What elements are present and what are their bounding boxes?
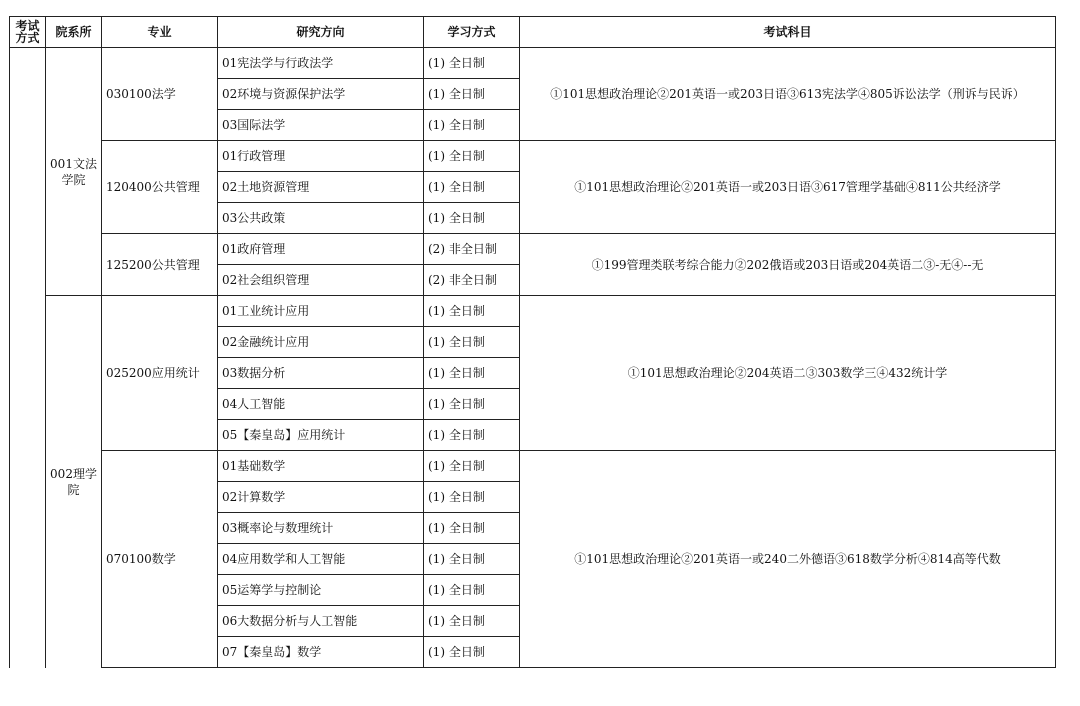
- mode-cell: (1) 全日制: [424, 420, 520, 451]
- header-row: [10, 17, 1056, 48]
- mode-cell: (1) 全日制: [424, 544, 520, 575]
- mode-cell: (2) 非全日制: [424, 265, 520, 296]
- direction-cell: 02金融统计应用: [218, 327, 424, 358]
- direction-cell: 05【秦皇岛】应用统计: [218, 420, 424, 451]
- major-cell: 070100数学: [102, 451, 218, 668]
- mode-cell: (1) 全日制: [424, 637, 520, 668]
- direction-cell: 02环境与资源保护法学: [218, 79, 424, 110]
- subjects-cell: ①199管理类联考综合能力②202俄语或203日语或204英语二③-无④--无: [520, 234, 1056, 296]
- table-row: [10, 234, 1056, 265]
- mode-cell: (1) 全日制: [424, 48, 520, 79]
- mode-cell: (1) 全日制: [424, 141, 520, 172]
- direction-cell: 03数据分析: [218, 358, 424, 389]
- direction-cell: 01宪法学与行政法学: [218, 48, 424, 79]
- major-cell: 125200公共管理: [102, 234, 218, 296]
- direction-cell: 02土地资源管理: [218, 172, 424, 203]
- mode-cell: (1) 全日制: [424, 358, 520, 389]
- major-cell: 120400公共管理: [102, 141, 218, 234]
- table-row: [10, 141, 1056, 172]
- direction-cell: 02社会组织管理: [218, 265, 424, 296]
- mode-cell: (1) 全日制: [424, 110, 520, 141]
- mode-cell: (1) 全日制: [424, 172, 520, 203]
- direction-cell: 07【秦皇岛】数学: [218, 637, 424, 668]
- department-cell: 001文法学院: [46, 48, 102, 296]
- subjects-cell: ①101思想政治理论②201英语一或203日语③613宪法学④805诉讼法学（刑诉与民诉）: [520, 48, 1056, 141]
- direction-cell: 06大数据分析与人工智能: [218, 606, 424, 637]
- subjects-cell: ①101思想政治理论②201英语一或240二外德语③618数学分析④814高等代数: [520, 451, 1056, 668]
- table-row: [10, 296, 1056, 327]
- direction-cell: 01基础数学: [218, 451, 424, 482]
- mode-cell: (1) 全日制: [424, 606, 520, 637]
- mode-cell: (1) 全日制: [424, 451, 520, 482]
- mode-cell: (1) 全日制: [424, 482, 520, 513]
- mode-cell: (1) 全日制: [424, 575, 520, 606]
- major-cell: 030100法学: [102, 48, 218, 141]
- direction-cell: 03概率论与数理统计: [218, 513, 424, 544]
- direction-cell: 03国际法学: [218, 110, 424, 141]
- table-row: [10, 451, 1056, 482]
- mode-cell: (1) 全日制: [424, 79, 520, 110]
- department-cell: 002理学院: [46, 296, 102, 668]
- table-row: [10, 48, 1056, 79]
- header-major: 专业: [102, 17, 218, 48]
- direction-cell: 01工业统计应用: [218, 296, 424, 327]
- direction-cell: 01政府管理: [218, 234, 424, 265]
- header-department: 院系所: [46, 17, 102, 48]
- mode-cell: (1) 全日制: [424, 389, 520, 420]
- direction-cell: 01行政管理: [218, 141, 424, 172]
- direction-cell: 04人工智能: [218, 389, 424, 420]
- header-subjects: 考试科目: [520, 17, 1056, 48]
- direction-cell: 04应用数学和人工智能: [218, 544, 424, 575]
- header-study-mode: 学习方式: [424, 17, 520, 48]
- mode-cell: (2) 非全日制: [424, 234, 520, 265]
- mode-cell: (1) 全日制: [424, 513, 520, 544]
- header-exam-method: 考试方式: [10, 17, 46, 48]
- admissions-table: [9, 16, 1056, 668]
- mode-cell: (1) 全日制: [424, 327, 520, 358]
- direction-cell: 05运筹学与控制论: [218, 575, 424, 606]
- header-direction: 研究方向: [218, 17, 424, 48]
- exam-method-cell: [10, 48, 46, 668]
- direction-cell: 03公共政策: [218, 203, 424, 234]
- subjects-cell: ①101思想政治理论②204英语二③303数学三④432统计学: [520, 296, 1056, 451]
- mode-cell: (1) 全日制: [424, 296, 520, 327]
- major-cell: 025200应用统计: [102, 296, 218, 451]
- subjects-cell: ①101思想政治理论②201英语一或203日语③617管理学基础④811公共经济学: [520, 141, 1056, 234]
- mode-cell: (1) 全日制: [424, 203, 520, 234]
- direction-cell: 02计算数学: [218, 482, 424, 513]
